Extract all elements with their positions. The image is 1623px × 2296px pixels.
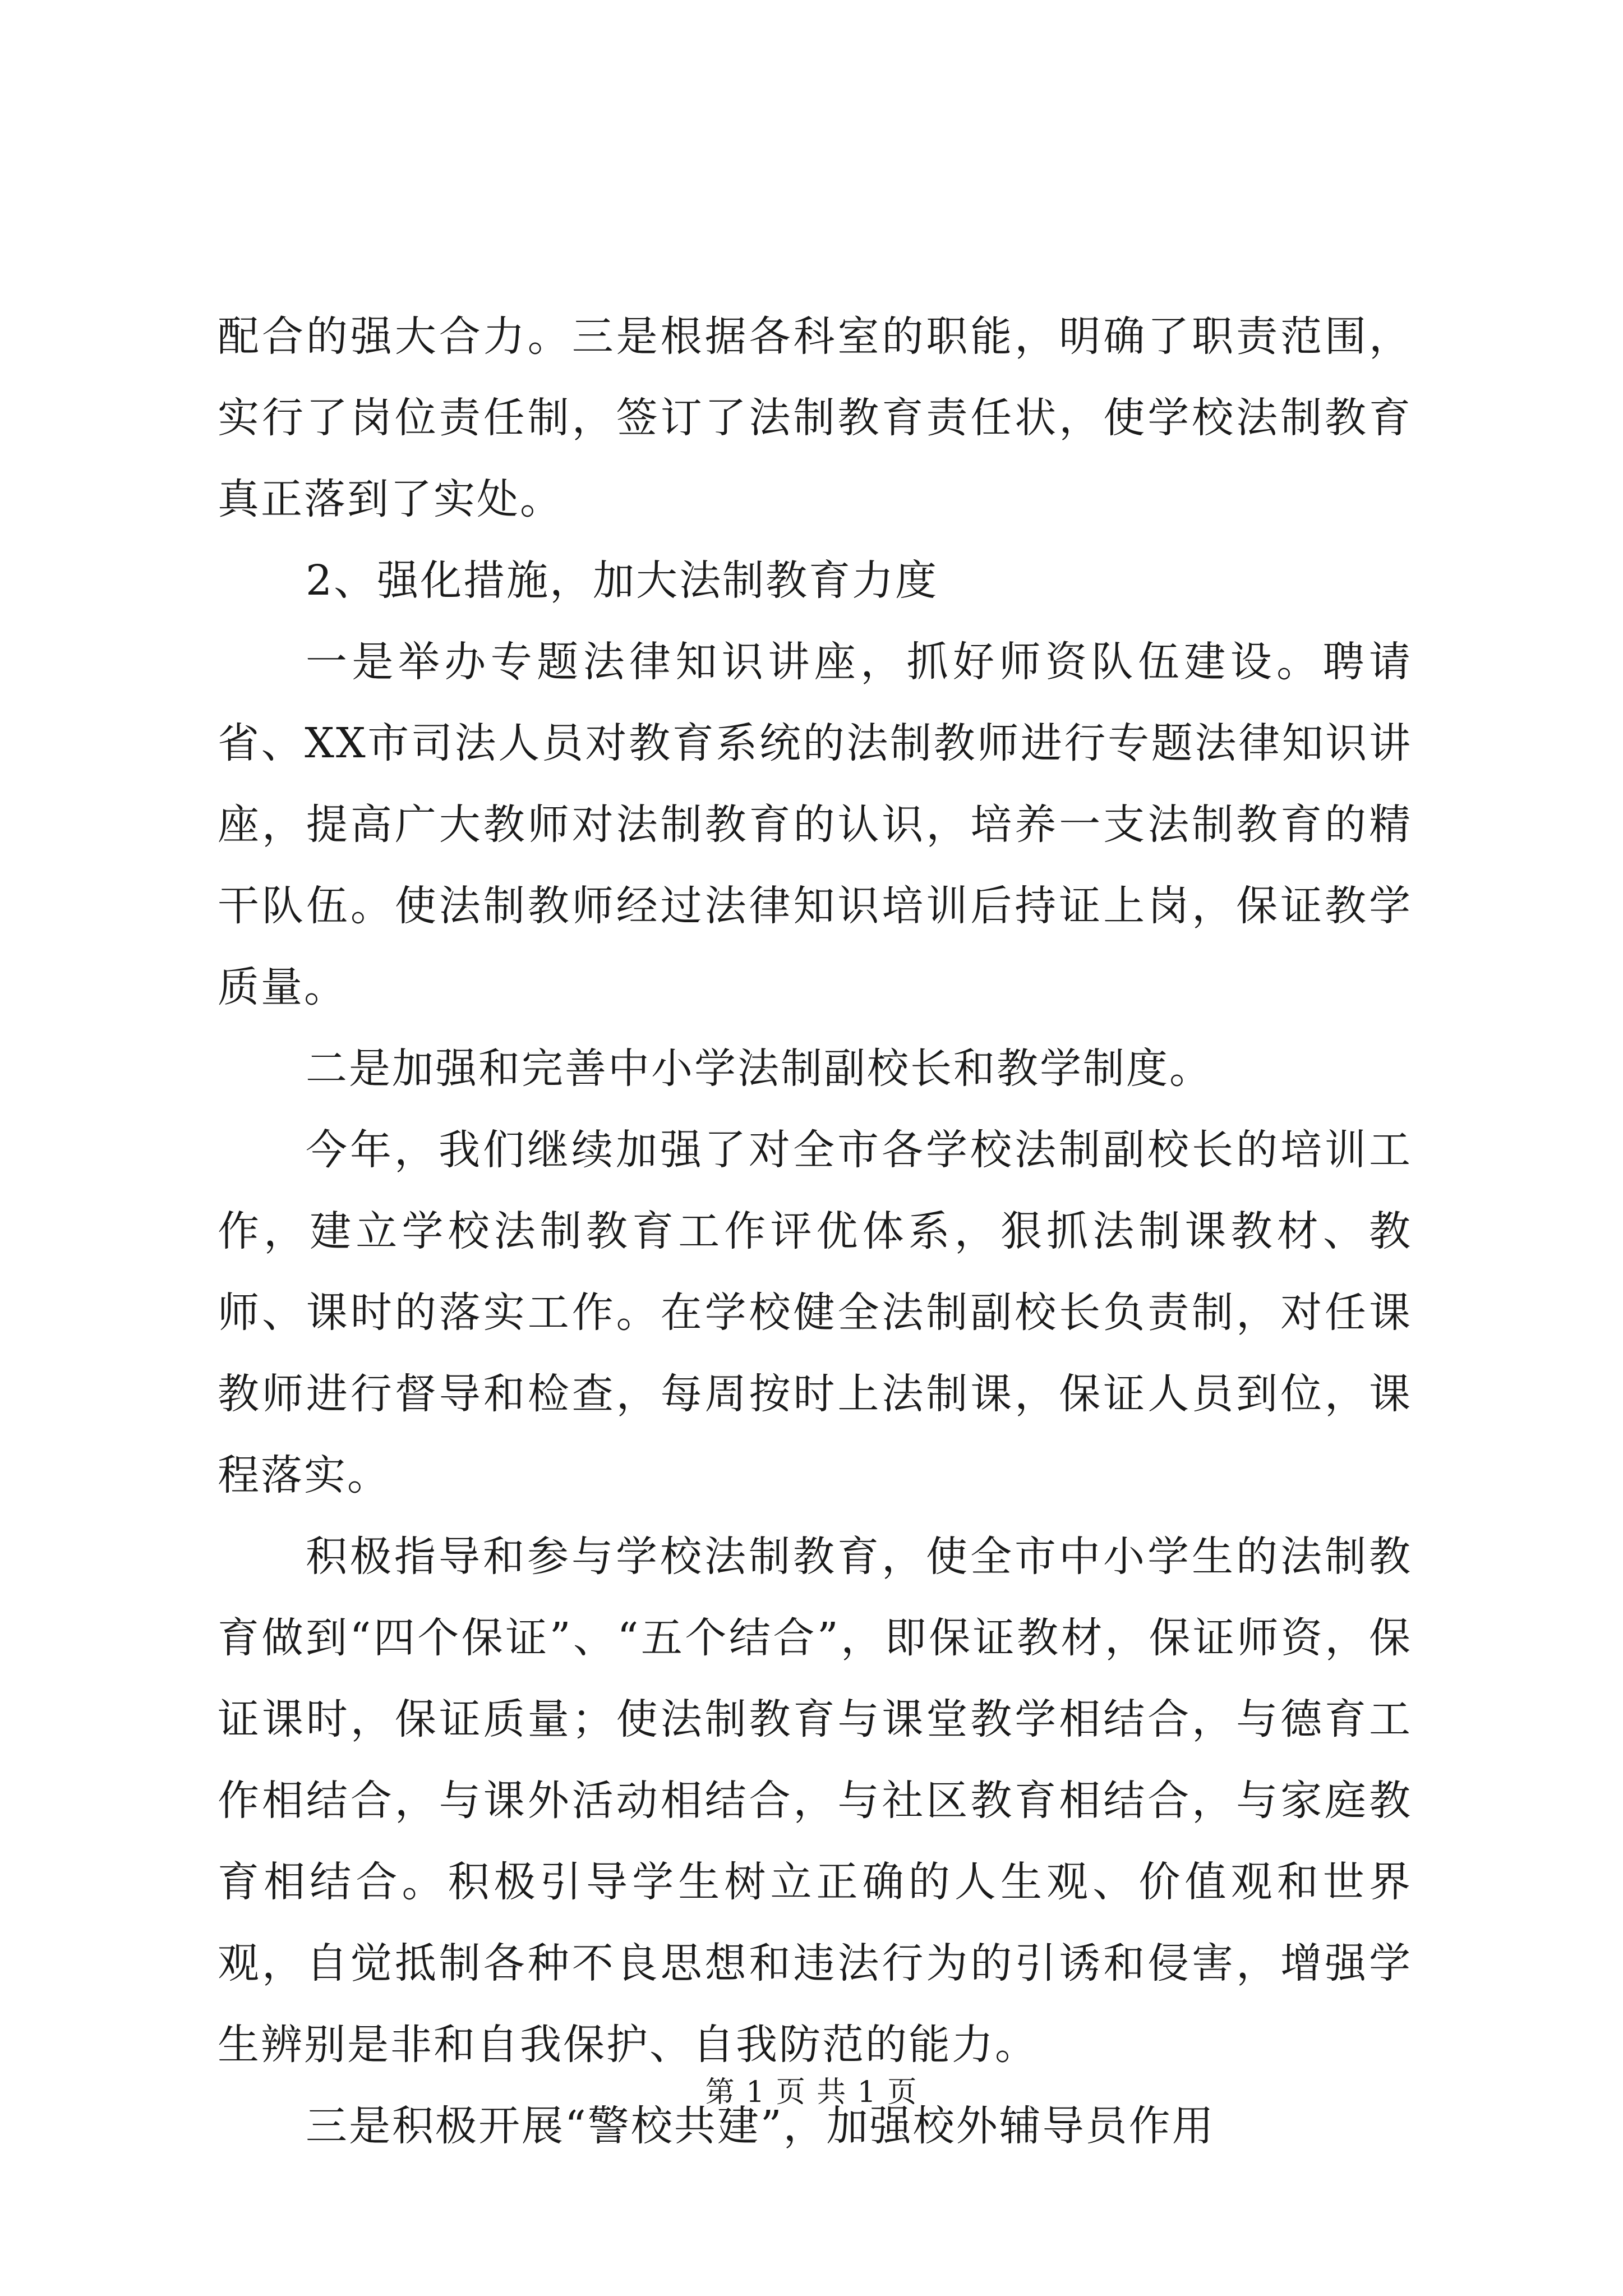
document-body (218, 296, 1412, 2167)
paragraph: 三是积极开展“警校共建”，加强校外辅导员作用 (306, 2102, 1215, 2150)
paragraph: 二是加强和完善中小学法制副校长和教学制度。 (306, 1045, 1212, 1093)
paragraph: 一是举办专题法律知识讲座，抓好师资队伍建设。聘请省、XX市司法人员对教育系统的法制教师进行专题法律知识讲座，提高广大教师对法制教育的认识，培养一支法制教育的精干队伍。使法制教师经过法律知识培训后持证上岗，保证教学质量。 (218, 638, 1412, 1011)
page-footer: 第 1 页 共 1 页 (705, 2076, 918, 2109)
paragraph: 积极指导和参与学校法制教育，使全市中小学生的法制教育做到“四个保证”、“五个结合”，即保证教材，保证师资，保证课时，保证质量；使法制教育与课堂教学相结合，与德育工作相结合，与课外活动相结合，与社区教育相结合，与家庭教育相结合。积极引导学生树立正确的人生观、价值观和世界观，自觉抵制各种不良思想和违法行为的引诱和侵害，增强学生辨别是非和自我保护、自我防范的能力。 (218, 1533, 1412, 2069)
paragraph: 今年，我们继续加强了对全市各学校法制副校长的培训工作，建立学校法制教育工作评优体系，狠抓法制课教材、教师、课时的落实工作。在学校健全法制副校长负责制，对任课教师进行督导和检查，每周按时上法制课，保证人员到位，课程落实。 (218, 1126, 1412, 1499)
paragraph: 配合的强大合力。三是根据各科室的职能，明确了职责范围，实行了岗位责任制，签订了法制教育责任状，使学校法制教育真正落到了实处。 (218, 312, 1412, 523)
section-heading: 2、强化措施，加大法制教育力度 (306, 556, 939, 605)
